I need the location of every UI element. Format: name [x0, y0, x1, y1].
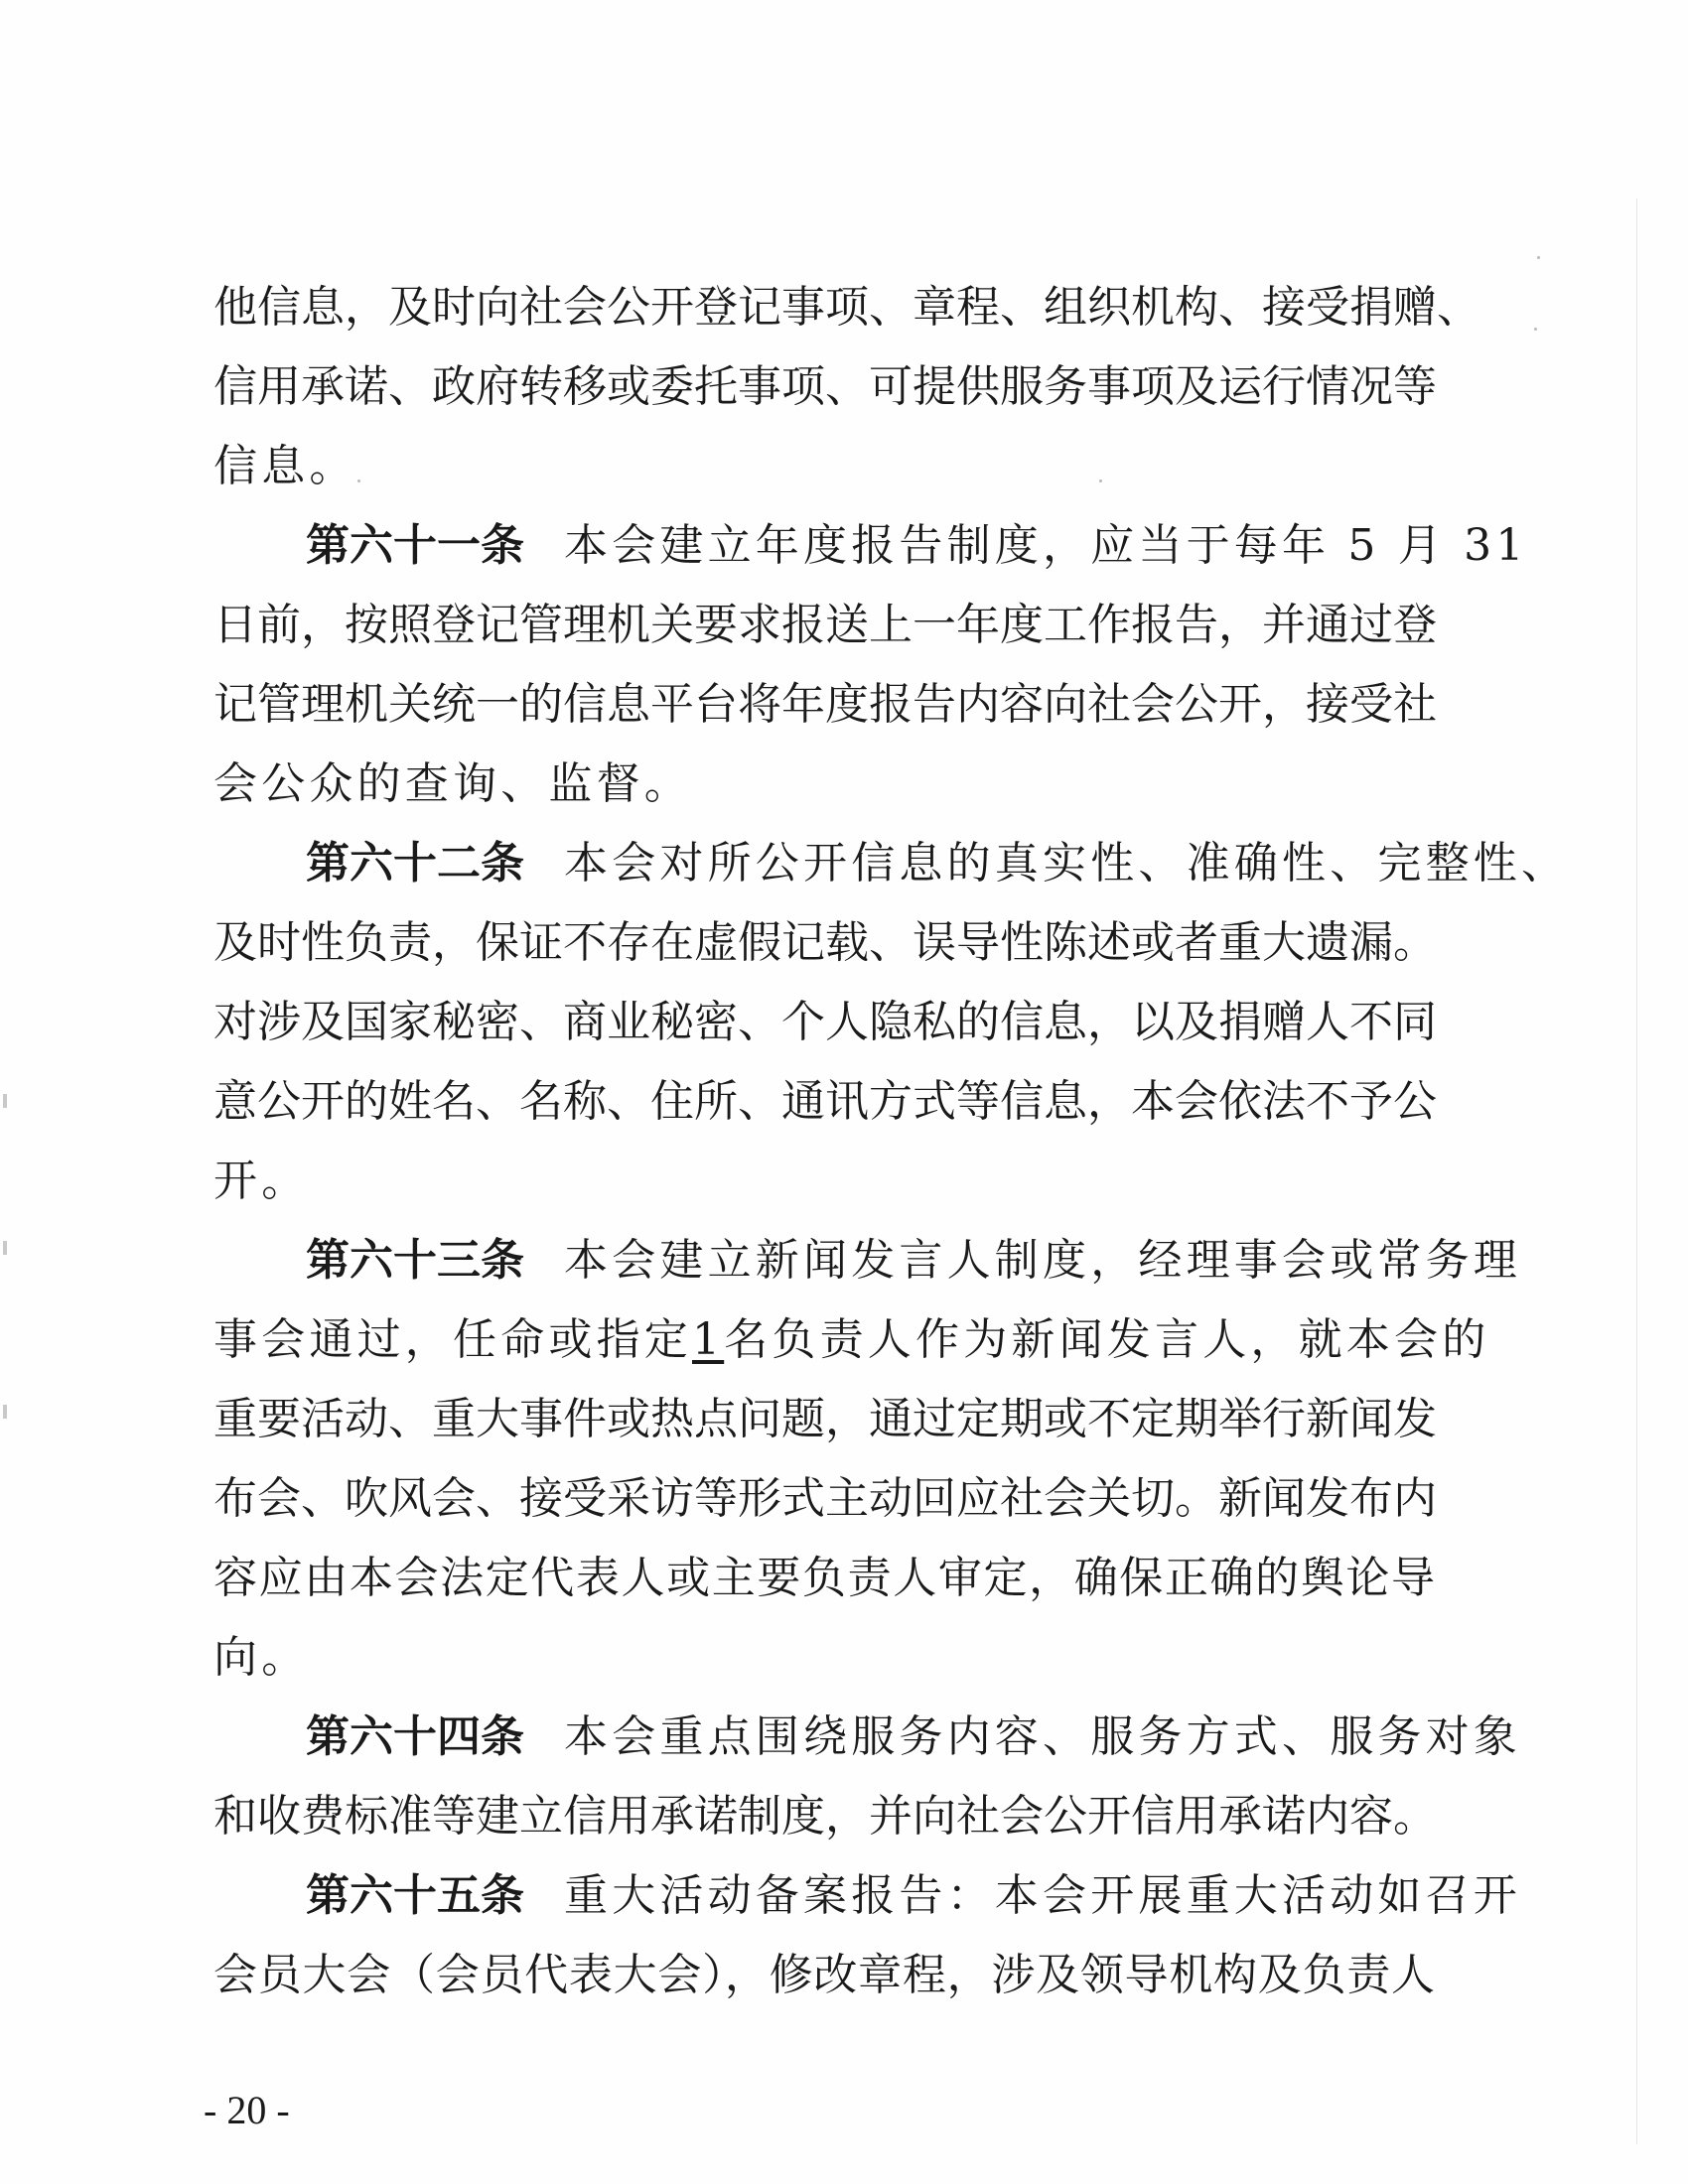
text-line: 会公众的查询、监督。: [213, 758, 692, 809]
text-line: 意公开的姓名、名称、住所、通讯方式等信息，本会依法不予公: [213, 1076, 1437, 1127]
text-line: 及时性负责，保证不存在虚假记载、误导性陈述或者重大遗漏。: [213, 917, 1437, 968]
scan-edge-mark: [3, 1405, 7, 1419]
document-body: [213, 268, 1570, 2015]
underlined-number: 1: [692, 1314, 725, 1365]
article-61-line: [213, 506, 1528, 586]
text-line: 开。: [213, 1156, 310, 1206]
text-line: 布会、吹风会、接受采访等形式主动回应社会关切。新闻发布内: [213, 1473, 1437, 1524]
page-number: - 20 -: [204, 2088, 290, 2132]
article-63-line: [213, 1221, 1521, 1300]
scan-edge-mark: [3, 1241, 7, 1255]
text-line: 重要活动、重大事件或热点问题，通过定期或不定期举行新闻发: [213, 1394, 1437, 1444]
scan-speck: [1534, 328, 1537, 331]
article-64-line: [213, 1698, 1521, 1777]
text-line: [213, 1300, 1490, 1380]
article-62-heading: 第六十二条: [306, 838, 524, 888]
text-line: 信息。: [213, 441, 357, 491]
text-span: 本会建立年度报告制度，应当于每年 5 月 31: [564, 520, 1528, 571]
text-span: 事会通过，任命或指定: [213, 1314, 692, 1365]
text-line: 记管理机关统一的信息平台将年度报告内容向社会公开，接受社: [213, 679, 1437, 730]
article-61-heading: 第六十一条: [306, 520, 524, 571]
article-62-line: [213, 824, 1570, 903]
text-span: 本会对所公开信息的真实性、准确性、完整性、: [564, 838, 1570, 888]
article-64-heading: 第六十四条: [306, 1711, 524, 1762]
text-span: 本会建立新闻发言人制度，经理事会或常务理: [564, 1235, 1521, 1286]
text-span: 本会重点围绕服务内容、服务方式、服务对象: [564, 1711, 1521, 1762]
scan-edge-line: [1636, 199, 1637, 2144]
text-line: 会员大会（会员代表大会），修改章程，涉及领导机构及负责人: [213, 1950, 1435, 2000]
text-line: 信用承诺、政府转移或委托事项、可提供服务事项及运行情况等: [213, 361, 1437, 412]
text-line: 向。: [213, 1632, 310, 1683]
text-line: 他信息，及时向社会公开登记事项、章程、组织机构、接受捐赠、: [213, 282, 1480, 333]
article-65-line: [213, 1856, 1521, 1936]
article-65-heading: 第六十五条: [306, 1870, 524, 1921]
text-span: 重大活动备案报告：本会开展重大活动如召开: [564, 1870, 1521, 1921]
text-line: 对涉及国家秘密、商业秘密、个人隐私的信息，以及捐赠人不同: [213, 997, 1437, 1047]
text-span: 名负责人作为新闻发言人，就本会的: [724, 1314, 1490, 1365]
article-63-heading: 第六十三条: [306, 1235, 524, 1286]
scan-edge-mark: [3, 1094, 7, 1108]
scan-speck: [1537, 256, 1540, 259]
text-line: 和收费标准等建立信用承诺制度，并向社会公开信用承诺内容。: [213, 1791, 1437, 1842]
text-line: 日前，按照登记管理机关要求报送上一年度工作报告，并通过登: [213, 600, 1437, 650]
text-line: 容应由本会法定代表人或主要负责人审定，确保正确的舆论导: [213, 1553, 1435, 1603]
